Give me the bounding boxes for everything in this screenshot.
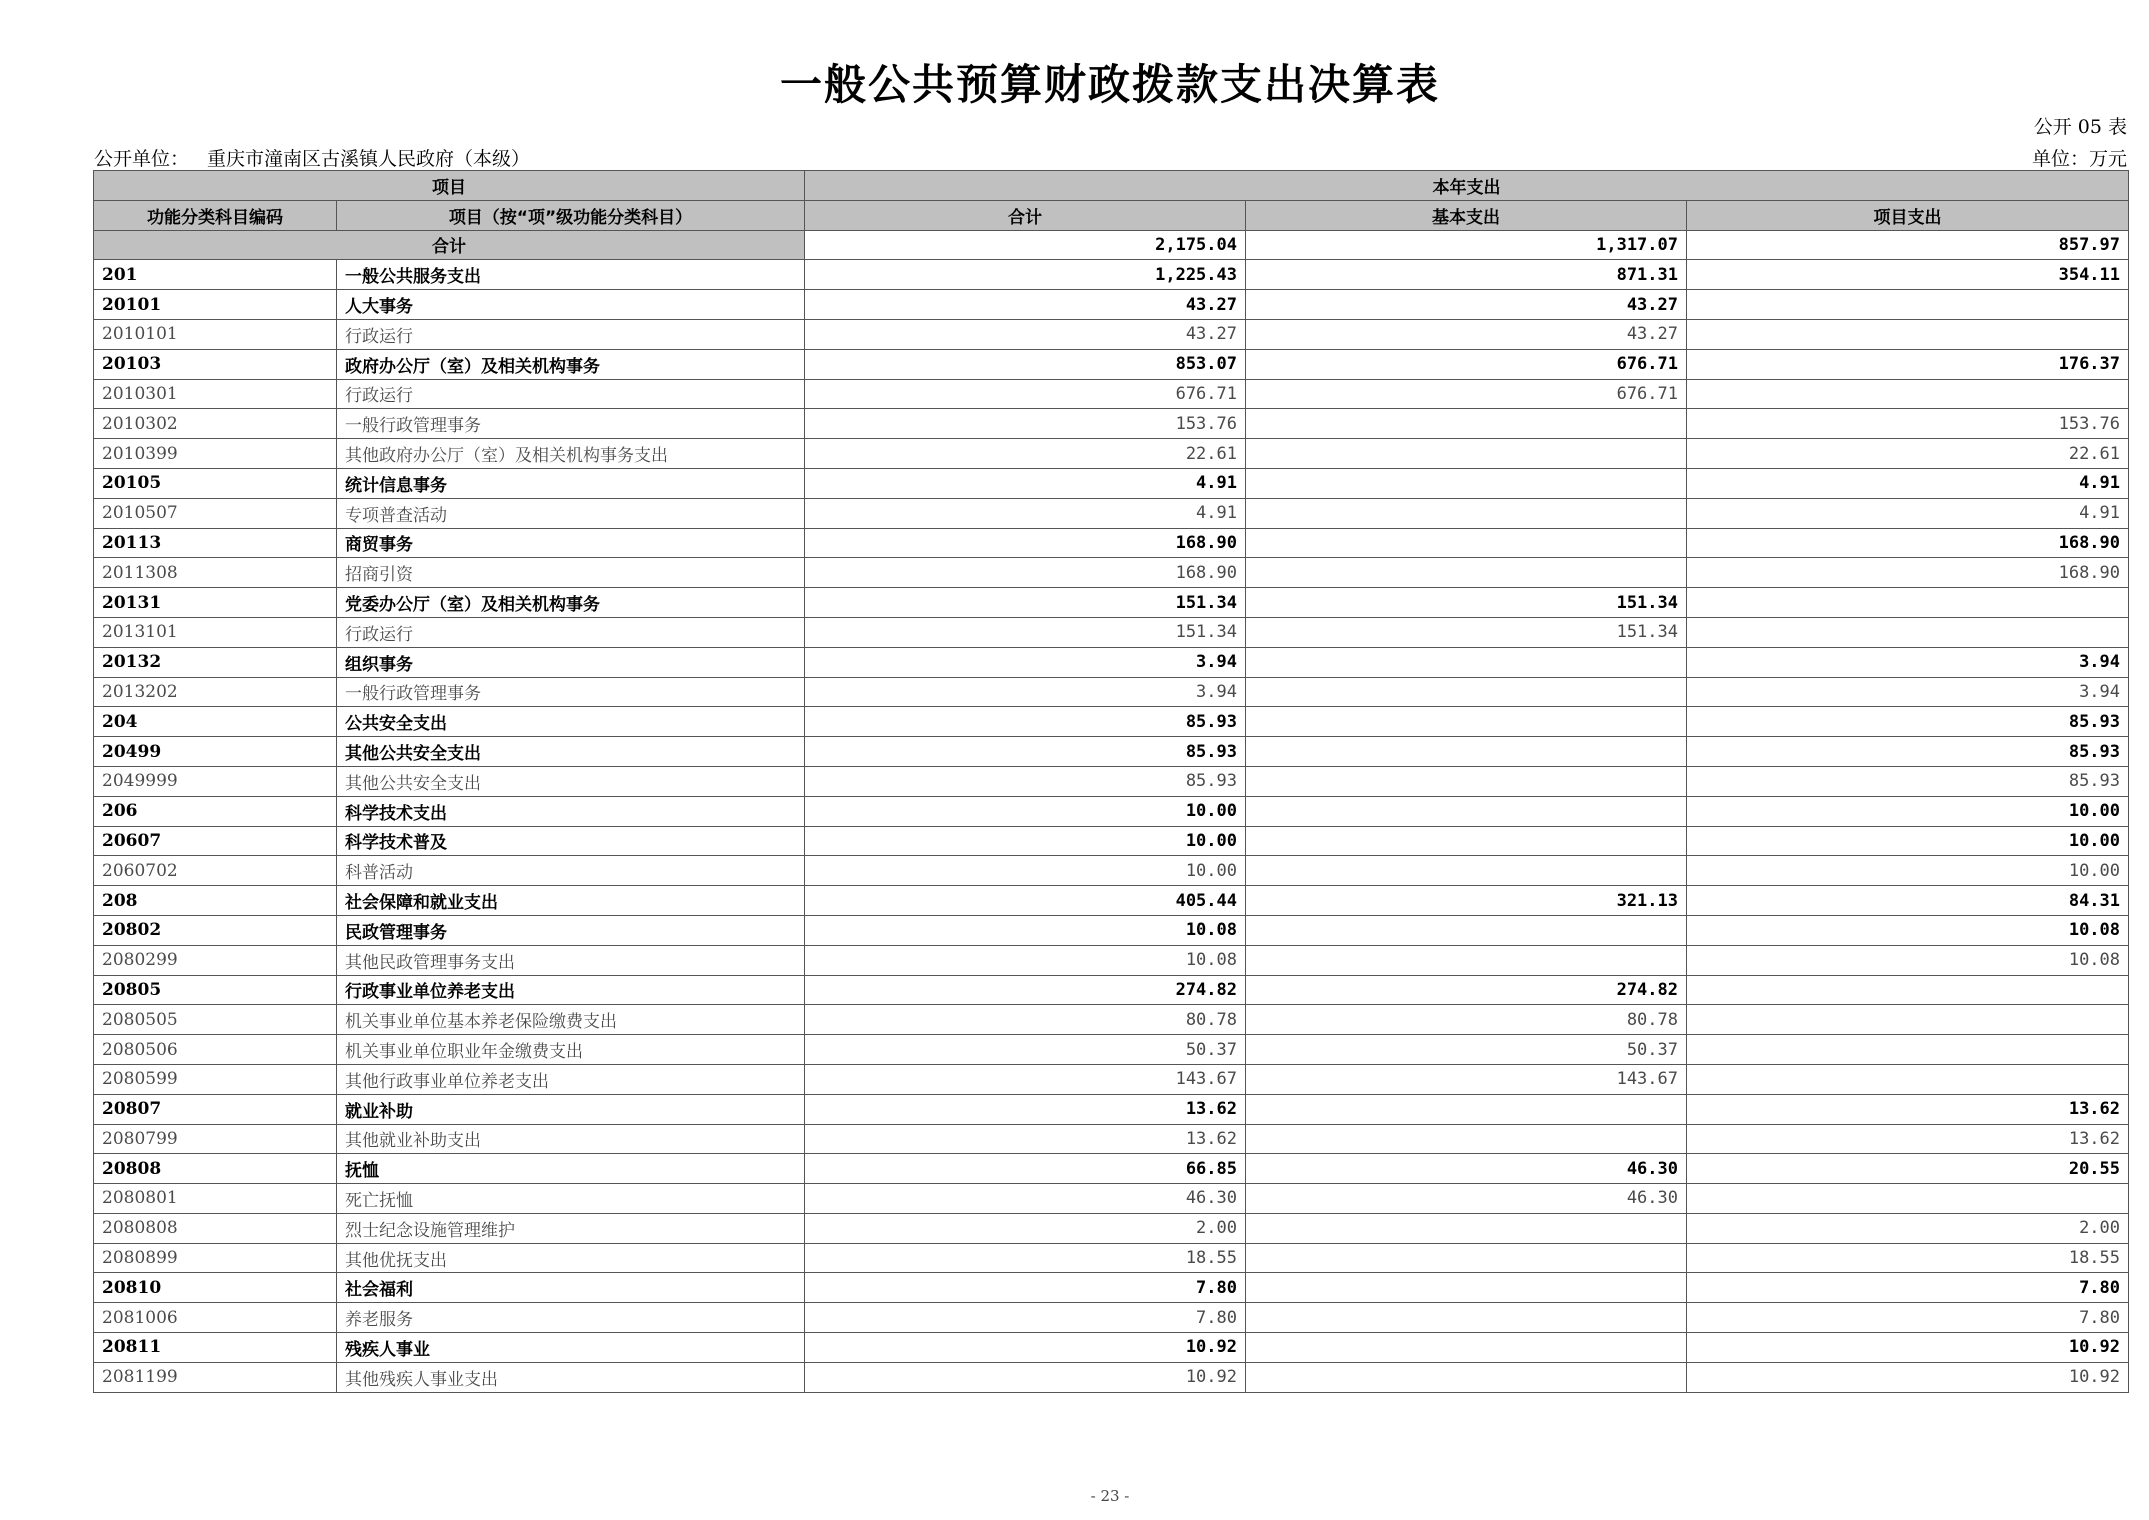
expenditure-table bbox=[93, 170, 2129, 1393]
row-name: 其他公共安全支出 bbox=[337, 737, 805, 767]
row-code: 2080799 bbox=[94, 1124, 337, 1154]
row-basic bbox=[1246, 1333, 1687, 1363]
table-row bbox=[94, 617, 2129, 647]
table-row bbox=[94, 439, 2129, 469]
row-basic bbox=[1246, 707, 1687, 737]
row-project: 7.80 bbox=[1687, 1273, 2129, 1303]
row-name: 科学技术普及 bbox=[337, 826, 805, 856]
row-project: 13.62 bbox=[1687, 1094, 2129, 1124]
row-total: 80.78 bbox=[805, 1005, 1246, 1035]
row-total: 85.93 bbox=[805, 737, 1246, 767]
header-basic: 基本支出 bbox=[1246, 200, 1687, 230]
header-project-expense: 项目支出 bbox=[1687, 200, 2129, 230]
row-basic bbox=[1246, 1243, 1687, 1273]
row-basic bbox=[1246, 677, 1687, 707]
row-basic: 143.67 bbox=[1246, 1064, 1687, 1094]
row-name: 社会保障和就业支出 bbox=[337, 886, 805, 916]
row-basic: 321.13 bbox=[1246, 886, 1687, 916]
row-total: 168.90 bbox=[805, 558, 1246, 588]
row-name: 一般行政管理事务 bbox=[337, 409, 805, 439]
row-name: 党委办公厅（室）及相关机构事务 bbox=[337, 588, 805, 618]
row-total: 10.00 bbox=[805, 856, 1246, 886]
row-name: 公共安全支出 bbox=[337, 707, 805, 737]
row-basic: 676.71 bbox=[1246, 349, 1687, 379]
row-basic bbox=[1246, 737, 1687, 767]
row-project bbox=[1687, 588, 2129, 618]
row-total: 50.37 bbox=[805, 1035, 1246, 1065]
row-basic: 43.27 bbox=[1246, 319, 1687, 349]
row-name: 行政运行 bbox=[337, 319, 805, 349]
table-row bbox=[94, 915, 2129, 945]
table-row bbox=[94, 945, 2129, 975]
row-project: 168.90 bbox=[1687, 558, 2129, 588]
row-code: 204 bbox=[94, 707, 337, 737]
row-code: 2010101 bbox=[94, 319, 337, 349]
row-code: 20132 bbox=[94, 647, 337, 677]
row-name: 行政运行 bbox=[337, 617, 805, 647]
row-basic bbox=[1246, 1124, 1687, 1154]
row-basic bbox=[1246, 409, 1687, 439]
row-name: 专项普查活动 bbox=[337, 498, 805, 528]
row-total: 43.27 bbox=[805, 290, 1246, 320]
row-total: 7.80 bbox=[805, 1303, 1246, 1333]
row-name: 行政运行 bbox=[337, 379, 805, 409]
row-code: 2013202 bbox=[94, 677, 337, 707]
form-number: 公开 05 表 bbox=[2033, 116, 2127, 138]
row-code: 201 bbox=[94, 260, 337, 290]
row-code: 20805 bbox=[94, 975, 337, 1005]
row-total: 168.90 bbox=[805, 528, 1246, 558]
table-body bbox=[94, 230, 2129, 1392]
row-basic bbox=[1246, 796, 1687, 826]
row-name: 一般行政管理事务 bbox=[337, 677, 805, 707]
table-row bbox=[94, 707, 2129, 737]
row-basic bbox=[1246, 1362, 1687, 1392]
row-project bbox=[1687, 1064, 2129, 1094]
row-project: 85.93 bbox=[1687, 737, 2129, 767]
row-project: 85.93 bbox=[1687, 766, 2129, 796]
row-basic bbox=[1246, 1273, 1687, 1303]
table-row bbox=[94, 1154, 2129, 1184]
table-row bbox=[94, 528, 2129, 558]
row-project bbox=[1687, 1005, 2129, 1035]
row-project: 3.94 bbox=[1687, 677, 2129, 707]
row-basic bbox=[1246, 1213, 1687, 1243]
row-code: 2010302 bbox=[94, 409, 337, 439]
row-basic: 676.71 bbox=[1246, 379, 1687, 409]
row-total: 85.93 bbox=[805, 707, 1246, 737]
row-code: 2081199 bbox=[94, 1362, 337, 1392]
row-project bbox=[1687, 319, 2129, 349]
row-basic bbox=[1246, 915, 1687, 945]
reporting-unit-label: 公开单位： bbox=[94, 148, 190, 170]
row-total: 10.08 bbox=[805, 945, 1246, 975]
row-name: 残疾人事业 bbox=[337, 1333, 805, 1363]
row-total: 4.91 bbox=[805, 468, 1246, 498]
row-name: 就业补助 bbox=[337, 1094, 805, 1124]
row-basic: 871.31 bbox=[1246, 260, 1687, 290]
row-code: 20808 bbox=[94, 1154, 337, 1184]
row-name: 其他民政管理事务支出 bbox=[337, 945, 805, 975]
currency-unit: 单位：万元 bbox=[2031, 148, 2127, 170]
row-basic: 80.78 bbox=[1246, 1005, 1687, 1035]
row-project: 10.00 bbox=[1687, 826, 2129, 856]
table-row bbox=[94, 349, 2129, 379]
table-row bbox=[94, 1243, 2129, 1273]
row-project: 7.80 bbox=[1687, 1303, 2129, 1333]
row-code: 206 bbox=[94, 796, 337, 826]
table-row bbox=[94, 856, 2129, 886]
row-total: 85.93 bbox=[805, 766, 1246, 796]
row-basic bbox=[1246, 856, 1687, 886]
header-project: 项目 bbox=[94, 171, 805, 201]
row-name: 抚恤 bbox=[337, 1154, 805, 1184]
row-total: 10.00 bbox=[805, 826, 1246, 856]
row-name: 机关事业单位职业年金缴费支出 bbox=[337, 1035, 805, 1065]
row-code: 20807 bbox=[94, 1094, 337, 1124]
row-name: 政府办公厅（室）及相关机构事务 bbox=[337, 349, 805, 379]
row-project bbox=[1687, 379, 2129, 409]
table-row bbox=[94, 886, 2129, 916]
row-name: 行政事业单位养老支出 bbox=[337, 975, 805, 1005]
row-basic bbox=[1246, 468, 1687, 498]
row-project: 85.93 bbox=[1687, 707, 2129, 737]
table-row bbox=[94, 260, 2129, 290]
total-row-label: 合计 bbox=[94, 230, 805, 260]
row-basic: 274.82 bbox=[1246, 975, 1687, 1005]
row-code: 20131 bbox=[94, 588, 337, 618]
reporting-unit-name: 重庆市潼南区古溪镇人民政府（本级） bbox=[207, 148, 531, 170]
row-total: 4.91 bbox=[805, 498, 1246, 528]
row-total: 13.62 bbox=[805, 1124, 1246, 1154]
row-code: 2011308 bbox=[94, 558, 337, 588]
table-row bbox=[94, 1184, 2129, 1214]
row-total: 143.67 bbox=[805, 1064, 1246, 1094]
row-code: 2080506 bbox=[94, 1035, 337, 1065]
row-name: 招商引资 bbox=[337, 558, 805, 588]
row-project: 4.91 bbox=[1687, 498, 2129, 528]
row-project: 22.61 bbox=[1687, 439, 2129, 469]
table-row bbox=[94, 588, 2129, 618]
page-title: 一般公共预算财政拨款支出决算表 bbox=[779, 60, 1440, 109]
row-basic bbox=[1246, 1303, 1687, 1333]
table-row bbox=[94, 290, 2129, 320]
row-total: 66.85 bbox=[805, 1154, 1246, 1184]
total-row bbox=[94, 230, 2129, 260]
row-total: 151.34 bbox=[805, 588, 1246, 618]
row-name: 其他就业补助支出 bbox=[337, 1124, 805, 1154]
row-name: 养老服务 bbox=[337, 1303, 805, 1333]
row-basic: 46.30 bbox=[1246, 1184, 1687, 1214]
row-project: 10.92 bbox=[1687, 1362, 2129, 1392]
row-total: 153.76 bbox=[805, 409, 1246, 439]
row-name: 其他优抚支出 bbox=[337, 1243, 805, 1273]
table-row bbox=[94, 1333, 2129, 1363]
row-name: 一般公共服务支出 bbox=[337, 260, 805, 290]
row-total: 3.94 bbox=[805, 647, 1246, 677]
row-project: 10.92 bbox=[1687, 1333, 2129, 1363]
row-total: 1,225.43 bbox=[805, 260, 1246, 290]
table-row bbox=[94, 498, 2129, 528]
table-row bbox=[94, 558, 2129, 588]
header-name: 项目（按“项”级功能分类科目） bbox=[337, 200, 805, 230]
table-row bbox=[94, 1362, 2129, 1392]
table-row bbox=[94, 826, 2129, 856]
row-project: 168.90 bbox=[1687, 528, 2129, 558]
row-project: 176.37 bbox=[1687, 349, 2129, 379]
header-code: 功能分类科目编码 bbox=[94, 200, 337, 230]
row-name: 商贸事务 bbox=[337, 528, 805, 558]
row-project: 10.00 bbox=[1687, 856, 2129, 886]
row-project: 13.62 bbox=[1687, 1124, 2129, 1154]
row-basic: 46.30 bbox=[1246, 1154, 1687, 1184]
row-total: 274.82 bbox=[805, 975, 1246, 1005]
row-project bbox=[1687, 1184, 2129, 1214]
row-code: 20103 bbox=[94, 349, 337, 379]
row-name: 机关事业单位基本养老保险缴费支出 bbox=[337, 1005, 805, 1035]
row-name: 其他公共安全支出 bbox=[337, 766, 805, 796]
table-row bbox=[94, 1035, 2129, 1065]
row-project: 10.00 bbox=[1687, 796, 2129, 826]
row-name: 组织事务 bbox=[337, 647, 805, 677]
row-total: 22.61 bbox=[805, 439, 1246, 469]
table-row bbox=[94, 409, 2129, 439]
row-project: 153.76 bbox=[1687, 409, 2129, 439]
reporting-unit bbox=[94, 144, 530, 171]
total-row-total: 2,175.04 bbox=[805, 230, 1246, 260]
table-row bbox=[94, 1064, 2129, 1094]
row-code: 2049999 bbox=[94, 766, 337, 796]
row-basic bbox=[1246, 498, 1687, 528]
table-row bbox=[94, 1273, 2129, 1303]
table-row bbox=[94, 1094, 2129, 1124]
row-code: 2081006 bbox=[94, 1303, 337, 1333]
table-row bbox=[94, 319, 2129, 349]
row-total: 405.44 bbox=[805, 886, 1246, 916]
row-basic bbox=[1246, 439, 1687, 469]
row-basic bbox=[1246, 826, 1687, 856]
page-number: - 23 - bbox=[1090, 1487, 1130, 1505]
row-basic: 43.27 bbox=[1246, 290, 1687, 320]
row-project bbox=[1687, 290, 2129, 320]
row-name: 民政管理事务 bbox=[337, 915, 805, 945]
row-project: 10.08 bbox=[1687, 945, 2129, 975]
table-row bbox=[94, 1213, 2129, 1243]
row-total: 13.62 bbox=[805, 1094, 1246, 1124]
row-code: 2080299 bbox=[94, 945, 337, 975]
row-code: 20811 bbox=[94, 1333, 337, 1363]
row-code: 2080505 bbox=[94, 1005, 337, 1035]
row-basic: 50.37 bbox=[1246, 1035, 1687, 1065]
table-row bbox=[94, 379, 2129, 409]
row-code: 2060702 bbox=[94, 856, 337, 886]
row-total: 46.30 bbox=[805, 1184, 1246, 1214]
row-name: 社会福利 bbox=[337, 1273, 805, 1303]
row-code: 2080801 bbox=[94, 1184, 337, 1214]
table-row bbox=[94, 766, 2129, 796]
row-project: 3.94 bbox=[1687, 647, 2129, 677]
row-basic bbox=[1246, 558, 1687, 588]
row-total: 43.27 bbox=[805, 319, 1246, 349]
row-code: 2010399 bbox=[94, 439, 337, 469]
row-total: 10.92 bbox=[805, 1333, 1246, 1363]
table-row bbox=[94, 647, 2129, 677]
row-code: 2080808 bbox=[94, 1213, 337, 1243]
row-code: 20607 bbox=[94, 826, 337, 856]
row-name: 其他残疾人事业支出 bbox=[337, 1362, 805, 1392]
row-project: 354.11 bbox=[1687, 260, 2129, 290]
table-row bbox=[94, 737, 2129, 767]
total-row-project: 857.97 bbox=[1687, 230, 2129, 260]
row-code: 2010301 bbox=[94, 379, 337, 409]
row-total: 853.07 bbox=[805, 349, 1246, 379]
header-current-year: 本年支出 bbox=[805, 171, 2129, 201]
row-basic: 151.34 bbox=[1246, 588, 1687, 618]
table-row bbox=[94, 1124, 2129, 1154]
row-code: 2080899 bbox=[94, 1243, 337, 1273]
row-code: 20113 bbox=[94, 528, 337, 558]
row-name: 死亡抚恤 bbox=[337, 1184, 805, 1214]
row-basic: 151.34 bbox=[1246, 617, 1687, 647]
row-basic bbox=[1246, 766, 1687, 796]
row-code: 20802 bbox=[94, 915, 337, 945]
row-project bbox=[1687, 1035, 2129, 1065]
table-row bbox=[94, 1303, 2129, 1333]
row-code: 2013101 bbox=[94, 617, 337, 647]
row-code: 2010507 bbox=[94, 498, 337, 528]
row-code: 2080599 bbox=[94, 1064, 337, 1094]
row-total: 3.94 bbox=[805, 677, 1246, 707]
total-row-basic: 1,317.07 bbox=[1246, 230, 1687, 260]
row-total: 18.55 bbox=[805, 1243, 1246, 1273]
row-code: 20810 bbox=[94, 1273, 337, 1303]
row-name: 科普活动 bbox=[337, 856, 805, 886]
row-total: 10.00 bbox=[805, 796, 1246, 826]
row-basic bbox=[1246, 647, 1687, 677]
row-project: 20.55 bbox=[1687, 1154, 2129, 1184]
row-code: 20499 bbox=[94, 737, 337, 767]
row-name: 烈士纪念设施管理维护 bbox=[337, 1213, 805, 1243]
row-code: 208 bbox=[94, 886, 337, 916]
row-name: 科学技术支出 bbox=[337, 796, 805, 826]
header-total: 合计 bbox=[805, 200, 1246, 230]
row-project bbox=[1687, 617, 2129, 647]
table-row bbox=[94, 468, 2129, 498]
row-project bbox=[1687, 975, 2129, 1005]
row-total: 676.71 bbox=[805, 379, 1246, 409]
row-name: 人大事务 bbox=[337, 290, 805, 320]
row-project: 10.08 bbox=[1687, 915, 2129, 945]
row-basic bbox=[1246, 945, 1687, 975]
row-basic bbox=[1246, 528, 1687, 558]
row-total: 10.92 bbox=[805, 1362, 1246, 1392]
row-total: 7.80 bbox=[805, 1273, 1246, 1303]
row-project: 18.55 bbox=[1687, 1243, 2129, 1273]
row-basic bbox=[1246, 1094, 1687, 1124]
table-row bbox=[94, 1005, 2129, 1035]
row-code: 20105 bbox=[94, 468, 337, 498]
row-project: 84.31 bbox=[1687, 886, 2129, 916]
row-code: 20101 bbox=[94, 290, 337, 320]
row-total: 2.00 bbox=[805, 1213, 1246, 1243]
row-name: 其他行政事业单位养老支出 bbox=[337, 1064, 805, 1094]
row-name: 统计信息事务 bbox=[337, 468, 805, 498]
table-row bbox=[94, 677, 2129, 707]
row-project: 2.00 bbox=[1687, 1213, 2129, 1243]
row-project: 4.91 bbox=[1687, 468, 2129, 498]
table-row bbox=[94, 796, 2129, 826]
row-total: 151.34 bbox=[805, 617, 1246, 647]
row-name: 其他政府办公厅（室）及相关机构事务支出 bbox=[337, 439, 805, 469]
table-row bbox=[94, 975, 2129, 1005]
row-total: 10.08 bbox=[805, 915, 1246, 945]
